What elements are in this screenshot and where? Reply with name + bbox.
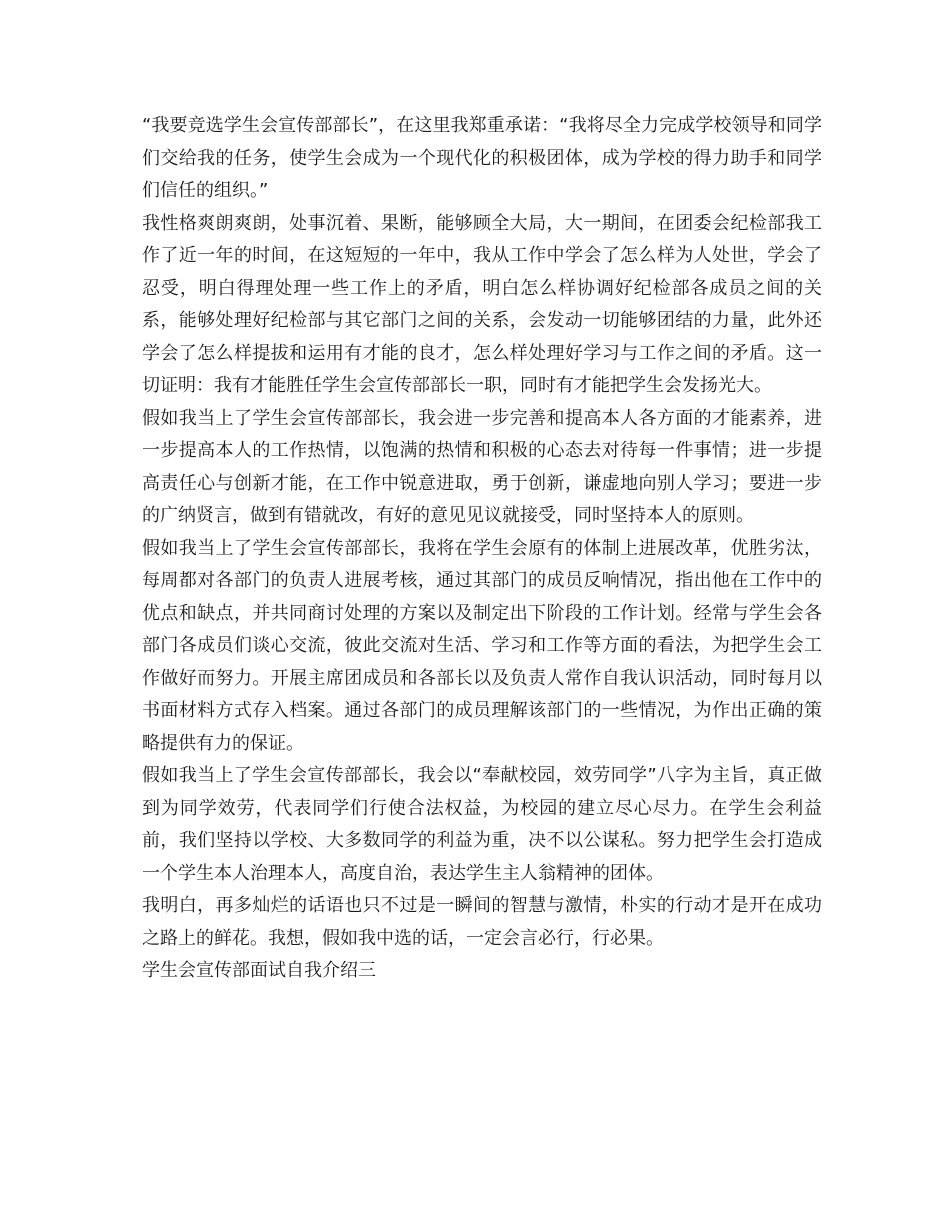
paragraph-closing: 我明白，再多灿烂的话语也只不过是一瞬间的智慧与激情，朴实的行动才是开在成功之路上的鲜花。我想，假如我中选的话，一定会言必行，行必果。	[142, 895, 822, 949]
paragraph-plan-service: 假如我当上了学生会宣传部部长，我会以“奉献校园，效劳同学”八字为主旨，真正做到为同学效劳，代表同学们行使合法权益，为校园的建立尽心尽力。在学生会利益前，我们坚持以学校、大多数同学的利益为重，决不以公谋私。努力把学生会打造成一个学生本人治理本人，高度自治，表达学生主人翁精神的团体。	[142, 765, 822, 884]
section-heading: 学生会宣传部面试自我介绍三	[142, 960, 376, 981]
paragraph-pledge: “我要竞选学生会宣传部部长”，在这里我郑重承诺：“我将尽全力完成学校领导和同学们交给我的任务，使学生会成为一个现代化的积极团体，成为学校的得力助手和同学们信任的组织。”	[142, 115, 822, 201]
paragraph-plan-improvement: 假如我当上了学生会宣传部部长，我会进一步完善和提高本人各方面的才能素养，进一步提高本人的工作热情，以饱满的热情和积极的心态去对待每一件事情；进一步提高责任心与创新才能，在工作中锐意进取，勇于创新，谦虚地向别人学习；要进一步的广纳贤言，做到有错就改，有好的意见见议就接受，同时坚持本人的原则。	[142, 407, 822, 526]
document-body	[142, 110, 822, 988]
paragraph-plan-reform: 假如我当上了学生会宣传部部长，我将在学生会原有的体制上进展改革，优胜劣汰，每周都对各部门的负责人进展考核，通过其部门的成员反响情况，指出他在工作中的优点和缺点，并共同商讨处理的方案以及制定出下阶段的工作计划。经常与学生会各部门各成员们谈心交流，彼此交流对生活、学习和工作等方面的看法，为把学生会工作做好而努力。开展主席团成员和各部长以及负责人常作自我认识活动，同时每月以书面材料方式存入档案。通过各部门的成员理解该部门的一些情况，为作出正确的策略提供有力的保证。	[142, 537, 822, 754]
paragraph-personality: 我性格爽朗爽朗，处事沉着、果断，能够顾全大局，大一期间，在团委会纪检部我工作了近一年的时间，在这短短的一年中，我从工作中学会了怎么样为人处世，学会了忍受，明白得理处理一些工作上的矛盾，明白怎么样协调好纪检部各成员之间的关系，能够处理好纪检部与其它部门之间的关系，会发动一切能够团结的力量，此外还学会了怎么样提拔和运用有才能的良才，怎么样处理好学习与工作之间的矛盾。这一切证明：我有才能胜任学生会宣传部部长一职，同时有才能把学生会发扬光大。	[142, 212, 822, 396]
